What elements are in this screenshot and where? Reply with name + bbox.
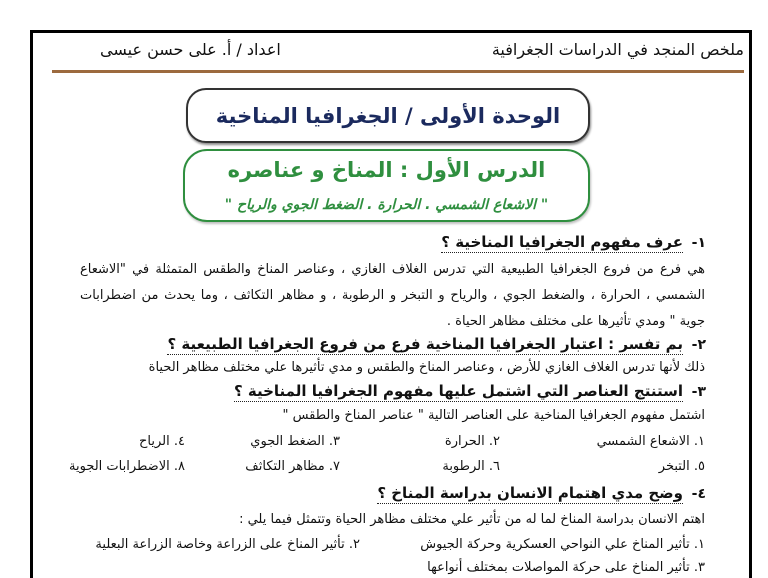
- climate-impact-item: ٣. تأثير المناخ على حركة المواصلات بمختلف أنواعها: [427, 560, 705, 575]
- question-text: استنتج العناصر التي اشتمل عليها مفهوم الجغرافيا المناخية ؟: [233, 382, 683, 400]
- climate-impact-item: ٢. تأثير المناخ على الزراعة وخاصة الزراعة البعلية: [95, 537, 360, 552]
- answer-line: الشمسي ، الحرارة ، والضغط الجوي ، والرياح و التبخر و الرطوبة ، و مظاهر التكاثف ، وما يحدث من اضطرابات: [80, 288, 705, 303]
- question-2: [56, 335, 706, 357]
- climate-element-item: ٧. مظاهر التكاثف: [245, 459, 340, 474]
- climate-element-item: ٨. الاضطرابات الجوية: [69, 459, 185, 474]
- header-divider: [52, 70, 744, 73]
- climate-element-item: ٦. الرطوبة: [442, 459, 500, 474]
- climate-element-item: ٢. الحرارة: [444, 434, 500, 449]
- question-text: عرف مفهوم الجغرافيا المناخية ؟: [441, 233, 683, 251]
- question-number: ٤-: [691, 486, 706, 502]
- question-4: [56, 484, 706, 506]
- lesson-subtitle: " الاشعاع الشمسي . الحرارة . الضغط الجوي والرياح ": [224, 197, 549, 213]
- climate-element-item: ٣. الضغط الجوي: [250, 434, 340, 449]
- header-author: اعداد / أ. على حسن عيسى: [100, 40, 281, 59]
- answer-line: ذلك لأنها تدرس الغلاف الغازي للأرض ، وعناصر المناخ والطقس و مدي تأثيرها علي مختلف مظاهر الحياة: [148, 360, 705, 375]
- question-number: ٣-: [691, 384, 706, 400]
- unit-title-box: [186, 88, 590, 143]
- question-1: [56, 233, 706, 255]
- question-number: ١-: [691, 235, 706, 251]
- climate-element-item: ٤. الرياح: [139, 434, 185, 449]
- question-3: [56, 382, 706, 404]
- answer-line: اهتم الانسان بدراسة المناخ لما له من تأثير علي مختلف مظاهر الحياة وتتمثل فيما يلي :: [239, 512, 705, 527]
- climate-impact-item: ١. تأثير المناخ علي النواحي العسكرية وحركة الجيوش: [420, 537, 705, 552]
- climate-element-item: ١. الاشعاع الشمسي: [596, 434, 705, 449]
- question-number: ٢-: [691, 337, 706, 353]
- answer-line: هي فرع من فروع الجغرافيا الطبيعية التي تدرس الغلاف الغازي ، وعناصر المناخ والطقس المتمثلة في "الاشعاع: [80, 262, 705, 277]
- header-title: ملخص المنجد في الدراسات الجغرافية: [491, 40, 744, 59]
- answer-line: اشتمل مفهوم الجغرافيا المناخية على العناصر التالية " عناصر المناخ والطقس ": [282, 408, 705, 423]
- question-text: بم تفسر : اعتبار الجغرافيا المناخية فرع من فروع الجغرافيا الطبيعية ؟: [167, 335, 683, 353]
- lesson-title-box: [183, 149, 590, 222]
- answer-line: جوية " ومدي تأثيرها على مختلف مظاهر الحياة .: [446, 314, 705, 329]
- lesson-title: الدرس الأول : المناخ و عناصره: [227, 158, 546, 182]
- question-text: وضح مدي اهتمام الانسان بدراسة المناخ ؟: [377, 484, 683, 502]
- climate-element-item: ٥. التبخر: [658, 459, 705, 474]
- unit-title: الوحدة الأولى / الجغرافيا المناخية: [215, 103, 561, 128]
